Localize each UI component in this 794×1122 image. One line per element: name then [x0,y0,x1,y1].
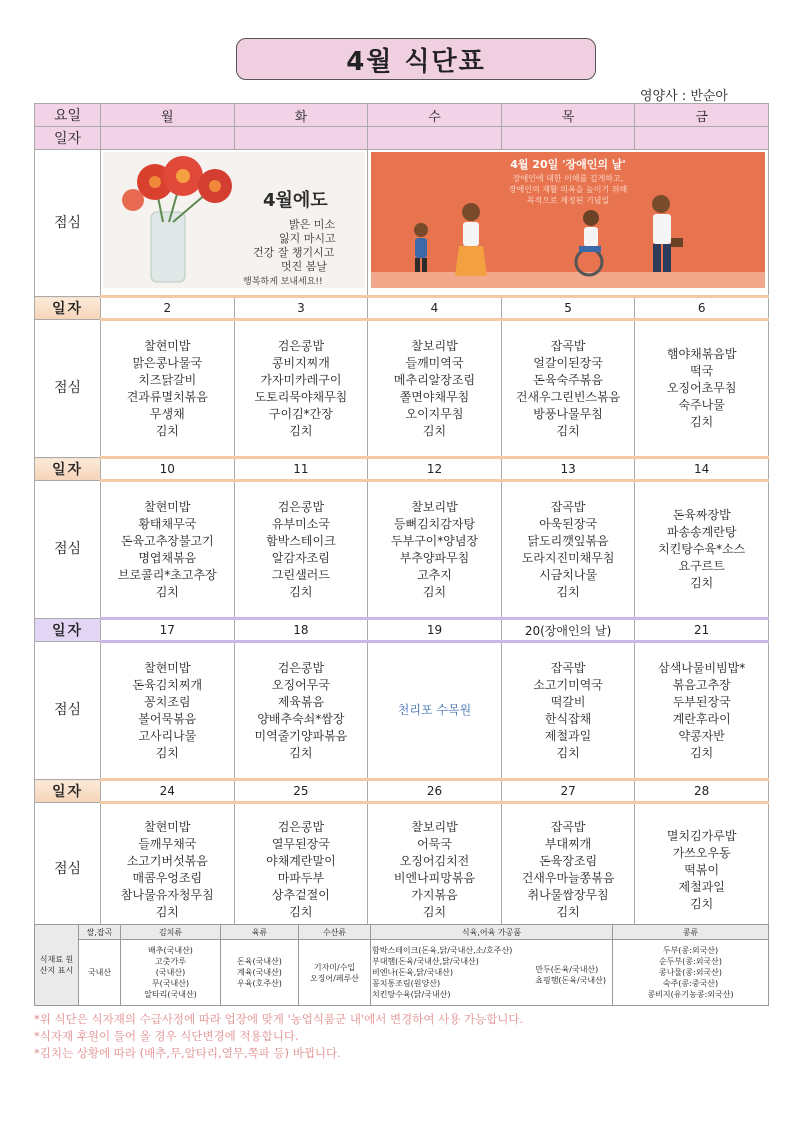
menu-item: 양배추숙쇠*쌈장 [257,711,345,726]
disability-day-title: 4월 20일 '장애인의 날' [510,158,626,171]
date-row-week2 [35,297,769,320]
menu-item: 돈육김치찌개 [132,677,203,692]
menu-item: 떡볶이 [684,862,720,877]
menu-item: 잡곡밥 [550,338,586,353]
menu-item: 치킨탕수육*소스 [658,542,746,556]
date-cell: 17 [101,619,235,642]
date-cell: 10 [101,458,235,481]
menu-item: 아욱된장국 [539,516,598,531]
menu-item: 찰현미밥 [144,338,191,353]
date-label: 일자 [35,619,101,642]
menu-item: 오징어초무침 [666,381,737,395]
menu-row-week3 [35,481,769,619]
menu-cell [368,642,502,780]
menu-item: 찰현미밥 [144,499,191,514]
lunch-label: 점심 [35,803,101,937]
menu-item: 소고기미역국 [533,677,603,692]
origin-item: 함박스테이크(돈육,닭/국내산,소/호주산) [372,946,513,955]
notes [34,1011,523,1062]
date-cell: 28 [635,780,769,803]
menu-item: 명엽채볶음 [138,550,197,565]
menu-item: 시금치나물 [539,567,598,582]
menu-item: 맑은콩나물국 [132,355,203,370]
disability-day-illustration [371,152,765,288]
menu-item: 오징어김치전 [399,854,470,868]
menu-item: 떡국 [690,364,714,378]
menu-cell [501,803,635,937]
menu-cell [234,642,368,780]
yoil-label: 요일 [35,104,101,127]
day-mon: 월 [101,104,235,127]
note-line: *식자재 후원이 들어 올 경우 식단변경에 적용합니다. [34,1029,299,1043]
menu-item: 비엔나피망볶음 [393,871,476,885]
date-cell: 26 [368,780,502,803]
origin-item: 알타리(국내산) [144,990,197,999]
menu-cell [635,481,769,619]
menu-cell [368,803,502,937]
menu-item: 들깨미역국 [405,355,464,370]
menu-item: 메추리알장조림 [393,372,476,387]
origin-item: 계육(국내산) [237,968,282,977]
menu-item: 김치 [690,896,714,911]
menu-item: 김치 [155,584,179,599]
menu-item: 찰보리밥 [411,499,458,514]
menu-item: 건새우그린빈스볶음 [515,389,621,404]
origin-item: 배추(국내산) [148,946,193,955]
menu-item: 볼어묵볶음 [138,711,197,726]
origin-side-label: 식재료 원산지 표시 [35,925,79,1006]
menu-item: 김치 [289,423,313,438]
menu-cell [101,320,235,458]
menu-item: 돈육짜장밥 [672,508,731,522]
menu-item: 매콤우엉조림 [132,871,203,885]
date-row-week4 [35,619,769,642]
menu-item: 김치 [289,584,313,599]
menu-item: 김치 [155,905,179,919]
menu-cell [501,320,635,458]
menu-item: 계란후라이 [672,711,731,726]
date-cell: 14 [635,458,769,481]
menu-row-week2 [35,320,769,458]
menu-item: 김치 [556,745,580,760]
menu-item: 오이지무침 [405,406,464,421]
day-tue: 화 [234,104,368,127]
menu-item: 떡갈비 [550,694,586,709]
menu-item: 찰현미밥 [144,660,191,675]
menu-item: 제철과일 [678,879,725,894]
spring-line5: 멋진 봄날 [281,260,328,273]
date-row-week5 [35,780,769,803]
date-cell: 6 [635,297,769,320]
origin-seafood [299,940,371,1006]
menu-item: 찰보리밥 [411,820,458,834]
menu-item: 돈육장조림 [539,854,598,868]
page-title: 4월 식단표 [236,38,596,80]
menu-calendar [34,103,769,937]
menu-cell [635,803,769,937]
origin-header: 식육,어육 가공품 [371,925,613,940]
date-header-row [35,127,769,150]
menu-item: 부대찌개 [544,837,592,851]
menu-item: 쫄면야채무침 [399,389,470,404]
menu-item: 견과류멸치볶음 [126,389,208,404]
menu-item: 가지볶음 [411,888,458,902]
origin-meat [221,940,299,1006]
origin-processed [371,940,613,1006]
note-line: *김치는 상황에 따라 (배추,무,알타리,열무,쪽파 등) 바뀝니다. [34,1046,341,1060]
origin-table [34,924,769,1006]
menu-item: 김치 [422,584,447,599]
lunch-label: 점심 [35,481,101,619]
menu-cell [368,481,502,619]
menu-item: 도토리묵야채무침 [254,389,348,404]
menu-cell [101,642,235,780]
spring-line3: 잃지 마시고 [279,232,336,245]
date-cell: 12 [368,458,502,481]
date-cell: 3 [234,297,368,320]
menu-cell [101,803,235,937]
menu-item: 치즈닭갈비 [138,372,197,387]
menu-item: 검은콩밥 [277,499,325,514]
origin-item: 콩비지(유기농콩:외국산) [647,990,734,999]
menu-item: 상추겉절이 [271,888,330,902]
nutritionist-label: 영양사 : 반순아 [640,89,728,104]
menu-item: 부추양파무침 [399,550,470,565]
menu-item: 검은콩밥 [277,820,325,834]
menu-item: 김치 [155,423,179,438]
origin-header: 콩류 [613,925,769,940]
origin-item: 돈육(국내산) [237,957,282,966]
menu-item: 김치 [556,423,580,438]
origin-item: 꽁치통조림(원양산) [372,979,441,988]
menu-item: 구이김*간장 [268,406,333,421]
origin-item: 쵸핑햄(돈육/국내산) [535,976,606,985]
menu-row-week4 [35,642,769,780]
menu-item: 함박스테이크 [266,533,336,548]
disability-day-sub3: 목적으로 제정된 기념일 [526,196,610,205]
date-cell: 27 [501,780,635,803]
date-cell: 24 [101,780,235,803]
day-thu: 목 [501,104,635,127]
menu-item: 열무된장국 [271,837,330,851]
menu-item: 참나물유자청무침 [120,888,214,902]
menu-item: 김치 [422,423,447,438]
menu-item: 들깨무채국 [138,837,197,851]
menu-item: 브로콜리*초고추장 [117,567,217,582]
origin-item: (국내산) [155,968,186,977]
date-cell [234,127,368,150]
menu-item: 요구르트 [678,559,725,573]
date-cell [635,127,769,150]
origin-kimchi [121,940,221,1006]
menu-item: 제철과일 [544,728,592,743]
menu-cell [635,642,769,780]
menu-item: 김치 [690,745,714,760]
origin-item: 콩나물(콩:외국산) [658,968,723,977]
disability-day-image-cell [368,150,769,297]
origin-item: 만두(돈육/국내산) [535,965,599,974]
menu-item: 두부된장국 [672,694,731,709]
menu-item: 찰보리밥 [411,338,458,353]
menu-item: 약콩자반 [678,728,725,743]
menu-item: 김치 [556,905,580,919]
origin-item: 오징어/페루산 [309,973,360,983]
menu-cell [501,481,635,619]
spring-line2: 밝은 미소 [289,218,336,231]
menu-item: 얼갈이된장국 [533,355,603,370]
first-week-row [35,150,769,297]
menu-item: 검은콩밥 [277,660,325,675]
menu-item: 등뼈김치감자탕 [393,516,476,531]
menu-item: 멸치김가루밥 [666,828,737,843]
menu-item: 김치 [690,415,714,429]
date-label: 일자 [35,297,101,320]
menu-item: 김치 [556,584,580,599]
menu-item: 돈육고추장불고기 [120,533,214,548]
origin-item: 우육(호주산) [237,979,282,988]
date-cell [101,127,235,150]
origin-item: 기자미/수입 [313,962,356,972]
menu-item: 두부구이*양념장 [390,533,479,548]
menu-cell [234,320,368,458]
origin-item: 두부(콩:외국산) [662,946,719,955]
menu-item: 황태채무국 [138,516,197,531]
menu-item: 꽁치조림 [144,694,191,709]
menu-item: 잡곡밥 [550,499,586,514]
date-cell: 11 [234,458,368,481]
menu-item: 잡곡밥 [550,820,586,834]
menu-item: 어묵국 [417,837,452,851]
menu-item: 소고기버섯볶음 [126,854,208,868]
origin-item: 순두부(콩:외국산) [658,957,723,966]
date-cell: 2 [101,297,235,320]
origin-item: 무(국내산) [151,979,190,988]
menu-item: 김치 [422,905,447,919]
date-label: 일자 [35,458,101,481]
spring-line1: 4월에도 [263,190,328,211]
menu-item: 김치 [289,905,313,919]
menu-item: 김치 [155,745,179,760]
origin-values-row [35,940,769,1006]
origin-header: 김치류 [121,925,221,940]
menu-item: 잡곡밥 [550,660,586,675]
origin-item: 숙주(콩:중국산) [662,979,719,988]
disability-day-sub2: 장애인의 재활 의욕을 높이기 위해 [508,185,628,194]
menu-item: 파송송계란탕 [666,525,737,539]
date-cell: 19 [368,619,502,642]
origin-header: 육류 [221,925,299,940]
ilja-label: 일자 [35,127,101,150]
spring-line6: 행복하게 보내세요!! [243,277,323,287]
menu-item: 가자미카레구이 [260,372,342,387]
origin-rice: 국내산 [79,940,121,1006]
menu-item: 야채계란말이 [266,854,336,868]
menu-item: 숙주나물 [678,398,725,412]
menu-item: 도라지진미채무침 [521,550,615,565]
processed-list-right [535,964,606,986]
origin-item: 부대햄(돈육/국내산,닭/국내산) [372,957,479,966]
lunch-label: 점심 [35,150,101,297]
menu-item: 마파두부 [277,871,325,885]
menu-item: 취나물쌈장무침 [527,888,609,902]
day-fri: 금 [635,104,769,127]
menu-item: 그린샐러드 [271,567,330,582]
menu-item: 볶음고추장 [672,677,731,692]
date-cell: 21 [635,619,769,642]
date-cell: 20(장애인의 날) [501,619,635,642]
note-line: *위 식단은 식자재의 수급사정에 따라 업장에 맞게 '농업식품군 내'에서 변경하여 사용 가능합니다. [34,1012,524,1026]
disability-day-sub1: 장애인에 대한 이해를 깊게하고, [512,174,624,183]
spring-line4: 건강 잘 챙기시고 [253,246,335,259]
date-cell: 13 [501,458,635,481]
menu-item: 가쓰오우동 [672,845,731,860]
weekday-header-row [35,104,769,127]
menu-cell [234,803,368,937]
menu-item: 방풍나물무침 [533,406,603,421]
menu-cell [635,320,769,458]
menu-item: 건새우마늘쫑볶음 [521,871,615,885]
spring-flowers-illustration [103,152,365,288]
origin-header: 수산류 [299,925,371,940]
menu-item: 찰현미밥 [144,820,191,834]
date-cell: 25 [234,780,368,803]
menu-item: 미역줄기양파볶음 [254,728,348,743]
origin-beans [613,940,769,1006]
lunch-label: 점심 [35,320,101,458]
date-cell: 5 [501,297,635,320]
menu-item: 알감자조림 [271,550,330,565]
menu-cell [368,320,502,458]
origin-item: 고춧가루 [155,957,186,966]
date-cell [368,127,502,150]
menu-row-week5 [35,803,769,937]
menu-item: 콩비지찌개 [271,355,330,370]
menu-item: 닭도리깻잎볶음 [527,533,609,548]
origin-item: 치킨탕수육(닭/국내산) [372,990,451,999]
menu-item: 삼색나물비빔밥* [658,660,746,675]
menu-item: 천리포 수목원 [397,703,472,717]
day-wed: 수 [368,104,502,127]
menu-item: 오징어무국 [271,677,330,692]
date-cell [501,127,635,150]
menu-item: 검은콩밥 [277,338,325,353]
spring-image-cell [101,150,368,297]
origin-item: 비엔나(돈육,닭/국내산) [372,968,454,977]
menu-item: 한식잡채 [544,711,592,726]
date-cell: 4 [368,297,502,320]
origin-header-row [35,925,769,940]
menu-item: 김치 [690,576,714,590]
date-label: 일자 [35,780,101,803]
menu-item: 김치 [289,745,313,760]
menu-item: 무생채 [149,406,185,421]
origin-header: 쌀,잡곡 [79,925,121,940]
menu-item: 유부미소국 [271,516,330,531]
menu-cell [101,481,235,619]
menu-cell [501,642,635,780]
date-row-week3 [35,458,769,481]
menu-item: 고사리나물 [138,728,197,743]
menu-item: 제육볶음 [277,694,325,709]
menu-item: 햄야채볶음밥 [666,347,737,361]
date-cell: 18 [234,619,368,642]
menu-item: 고추지 [417,567,452,582]
menu-item: 돈육숙주볶음 [533,372,603,387]
menu-cell [234,481,368,619]
lunch-label: 점심 [35,642,101,780]
